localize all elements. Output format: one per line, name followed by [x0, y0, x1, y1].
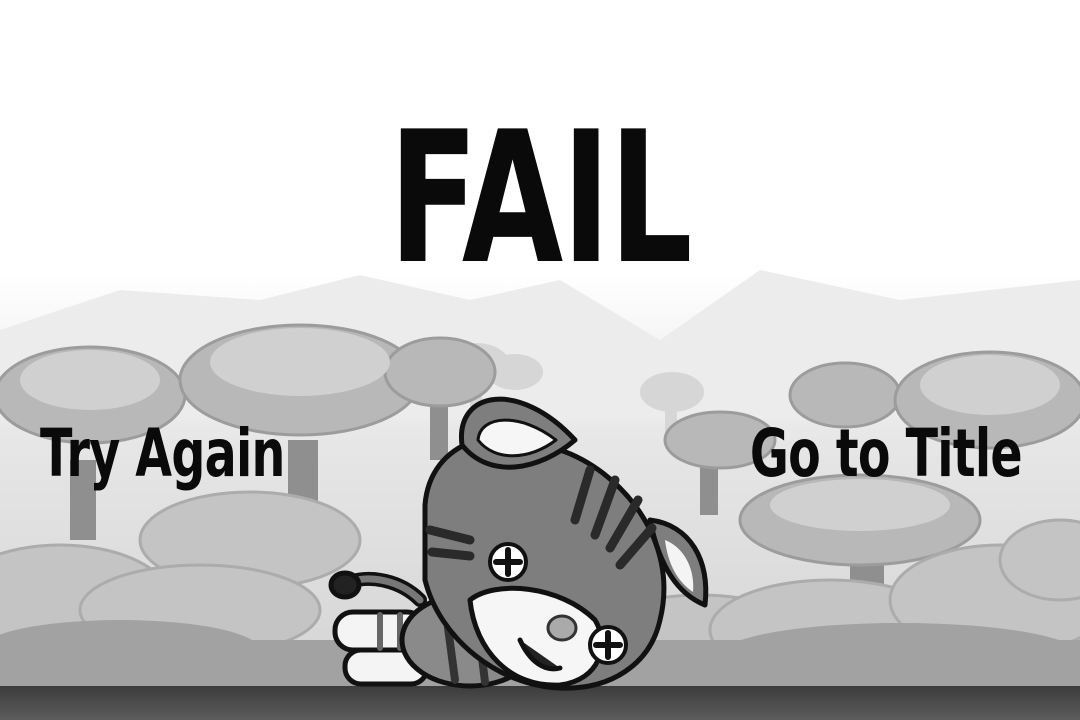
try-again-button[interactable]: Try Again — [40, 415, 285, 492]
cat-eye-right — [590, 627, 626, 663]
fail-title: FAIL — [388, 92, 692, 304]
go-to-title-button[interactable]: Go to Title — [749, 415, 1022, 492]
cat-eye-left — [490, 544, 526, 580]
ground — [0, 686, 1080, 720]
